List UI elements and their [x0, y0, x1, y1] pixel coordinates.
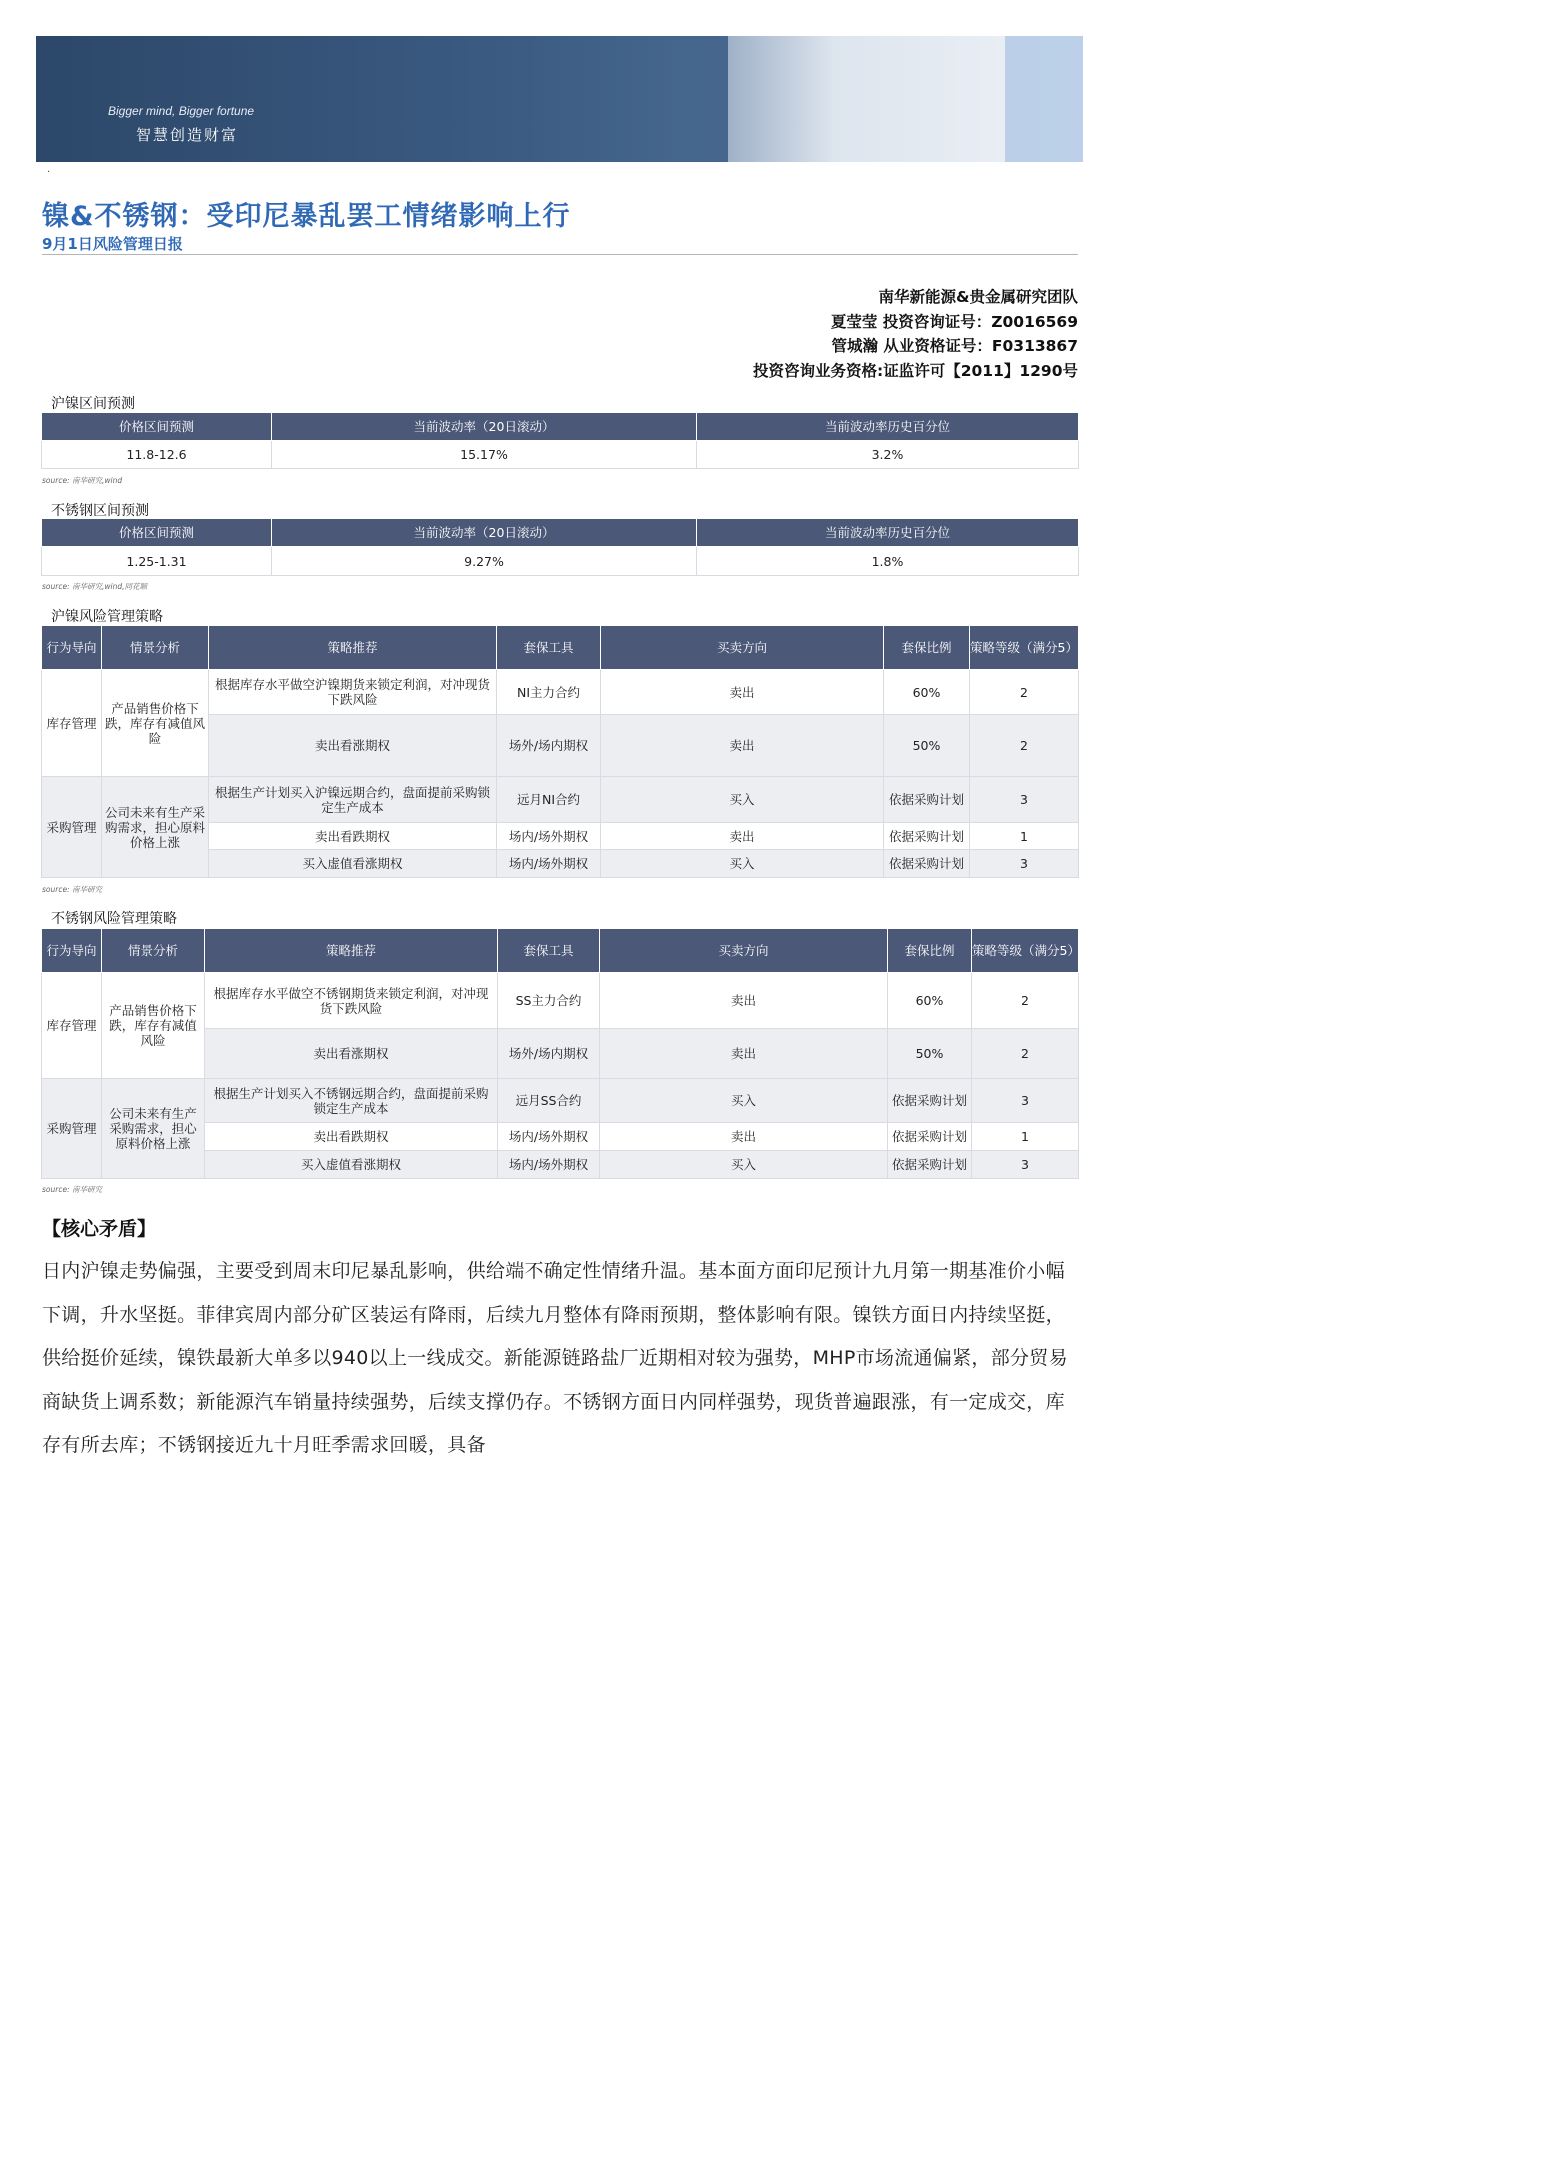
direction-cell: 卖出 — [600, 1123, 888, 1151]
tool-cell: 远月SS合约 — [498, 1079, 600, 1123]
author-block — [753, 285, 1078, 383]
table-header: 当前波动率（20日滚动） — [272, 413, 697, 441]
table-cell: 3.2% — [697, 441, 1079, 469]
level-cell: 2 — [970, 715, 1079, 777]
table-cell: 11.8-12.6 — [42, 441, 272, 469]
ni-strategy-heading: 沪镍风险管理策略 — [51, 609, 163, 625]
table-header: 行为导向 — [42, 929, 102, 973]
title-divider — [42, 254, 1078, 255]
tool-cell: 场内/场外期权 — [497, 850, 601, 878]
ratio-cell: 60% — [884, 670, 970, 715]
behavior-cell: 库存管理 — [42, 973, 102, 1079]
scenario-cell: 产品销售价格下跌，库存有减值风险 — [102, 670, 209, 777]
level-cell: 3 — [970, 777, 1079, 823]
strategy-cell: 根据库存水平做空沪镍期货来锁定利润，对冲现货下跌风险 — [209, 670, 497, 715]
direction-cell: 卖出 — [600, 973, 888, 1029]
table-header: 当前波动率历史百分位 — [697, 519, 1079, 547]
table-header: 套保工具 — [497, 626, 601, 670]
table-cell: 15.17% — [272, 441, 697, 469]
table-cell: 1.25-1.31 — [42, 547, 272, 576]
ss-strategy-source: source: 南华研究 — [42, 1185, 102, 1194]
table-cell: 9.27% — [272, 547, 697, 576]
banner-edge — [1005, 36, 1083, 162]
direction-cell: 买入 — [600, 1151, 888, 1179]
direction-cell: 买入 — [600, 1079, 888, 1123]
strategy-cell: 买入虚值看涨期权 — [209, 850, 497, 878]
slogan-en: Bigger mind, Bigger fortune — [108, 104, 255, 118]
table-row — [42, 670, 1079, 715]
author-1: 夏莹莹 投资咨询证号：Z0016569 — [830, 312, 1078, 331]
scenario-cell: 产品销售价格下跌，库存有减值风险 — [102, 973, 205, 1079]
table-header: 套保比例 — [888, 929, 972, 973]
ss-strategy-heading: 不锈钢风险管理策略 — [51, 911, 177, 927]
ratio-cell: 依据采购计划 — [888, 1123, 972, 1151]
core-heading: 【核心矛盾】 — [42, 1218, 157, 1240]
direction-cell: 卖出 — [601, 823, 884, 850]
ss-range-heading: 不锈钢区间预测 — [51, 503, 149, 519]
table-header: 行为导向 — [42, 626, 102, 670]
ratio-cell: 依据采购计划 — [888, 1079, 972, 1123]
direction-cell: 买入 — [601, 850, 884, 878]
table-header: 套保工具 — [498, 929, 600, 973]
behavior-cell: 采购管理 — [42, 777, 102, 878]
table-header: 情景分析 — [102, 626, 209, 670]
direction-cell: 卖出 — [601, 670, 884, 715]
author-2: 管城瀚 从业资格证号：F0313867 — [831, 337, 1078, 355]
table-header: 当前波动率历史百分位 — [697, 413, 1079, 441]
ni-range-source: source: 南华研究,wind — [42, 476, 123, 485]
tool-cell: SS主力合约 — [498, 973, 600, 1029]
ratio-cell: 依据采购计划 — [888, 1151, 972, 1179]
tool-cell: 场外/场内期权 — [498, 1029, 600, 1079]
table-header: 策略等级（满分5） — [972, 929, 1079, 973]
level-cell: 1 — [972, 1123, 1079, 1151]
strategy-cell: 根据生产计划买入不锈钢远期合约，盘面提前采购锁定生产成本 — [205, 1079, 498, 1123]
table-row — [42, 777, 1079, 823]
research-team: 南华新能源&贵金属研究团队 — [878, 288, 1078, 306]
ni-range-heading: 沪镍区间预测 — [51, 396, 135, 412]
tool-cell: 场内/场外期权 — [498, 1123, 600, 1151]
level-cell: 1 — [970, 823, 1079, 850]
report-subtitle: 9月1日风险管理日报 — [42, 235, 183, 253]
banner-logo-panel — [728, 36, 1083, 162]
tool-cell: 场内/场外期权 — [498, 1151, 600, 1179]
ratio-cell: 50% — [888, 1029, 972, 1079]
strategy-cell: 卖出看涨期权 — [209, 715, 497, 777]
strategy-cell: 卖出看跌期权 — [209, 823, 497, 850]
strategy-cell: 卖出看涨期权 — [205, 1029, 498, 1079]
ratio-cell: 60% — [888, 973, 972, 1029]
ratio-cell: 依据采购计划 — [884, 850, 970, 878]
ss-strategy-table — [41, 928, 1079, 1179]
ss-range-source: source: 南华研究,wind,同花顺 — [42, 582, 147, 591]
scenario-cell: 公司未来有生产采购需求，担心原料价格上涨 — [102, 1079, 205, 1179]
license-info: 投资咨询业务资格:证监许可【2011】1290号 — [753, 361, 1078, 380]
tool-cell: 场内/场外期权 — [497, 823, 601, 850]
tool-cell: 场外/场内期权 — [497, 715, 601, 777]
slogan-cn: 智慧创造财富 — [136, 126, 239, 144]
table-row — [42, 973, 1079, 1029]
level-cell: 2 — [972, 973, 1079, 1029]
table-header: 买卖方向 — [600, 929, 888, 973]
strategy-cell: 根据库存水平做空不锈钢期货来锁定利润，对冲现货下跌风险 — [205, 973, 498, 1029]
table-header: 策略推荐 — [205, 929, 498, 973]
ratio-cell: 50% — [884, 715, 970, 777]
direction-cell: 卖出 — [601, 715, 884, 777]
level-cell: 3 — [972, 1151, 1079, 1179]
table-header: 策略推荐 — [209, 626, 497, 670]
stray-dot: . — [47, 164, 51, 175]
table-header: 买卖方向 — [601, 626, 884, 670]
ni-strategy-table — [41, 625, 1079, 878]
core-paragraph: 日内沪镍走势偏强，主要受到周末印尼暴乱影响，供给端不确定性情绪升温。基本面方面印尼预计九月第一期基准价小幅下调，升水坚挺。菲律宾周内部分矿区装运有降雨，后续九月整体有降雨预期，整体影响有限。镍铁方面日内持续坚挺，供给挺价延续，镍铁最新大单多以940以上一线成交。新能源链路盐厂近期相对较为强势，MHP市场流通偏紧，部分贸易商缺货上调系数；新能源汽车销量持续强势，后续支撑仍存。不锈钢方面日内同样强势，现货普遍跟涨，有一定成交，库存有所去库；不锈钢接近九十月旺季需求回暖，具备 — [42, 1260, 1068, 1456]
table-header: 价格区间预测 — [42, 413, 272, 441]
strategy-cell: 根据生产计划买入沪镍远期合约，盘面提前采购锁定生产成本 — [209, 777, 497, 823]
behavior-cell: 采购管理 — [42, 1079, 102, 1179]
table-header: 当前波动率（20日滚动） — [272, 519, 697, 547]
ss-range-table — [41, 518, 1079, 576]
tool-cell: 远月NI合约 — [497, 777, 601, 823]
level-cell: 2 — [972, 1029, 1079, 1079]
direction-cell: 买入 — [601, 777, 884, 823]
table-header: 情景分析 — [102, 929, 205, 973]
table-row — [42, 441, 1079, 469]
strategy-cell: 买入虚值看涨期权 — [205, 1151, 498, 1179]
report-title: 镍&不锈钢：受印尼暴乱罢工情绪影响上行 — [42, 201, 571, 232]
level-cell: 2 — [970, 670, 1079, 715]
table-row — [42, 1079, 1079, 1123]
level-cell: 3 — [970, 850, 1079, 878]
direction-cell: 卖出 — [600, 1029, 888, 1079]
header-banner — [36, 36, 1083, 162]
table-row — [42, 547, 1079, 576]
ni-strategy-source: source: 南华研究 — [42, 885, 102, 894]
table-header: 策略等级（满分5） — [970, 626, 1079, 670]
table-header: 套保比例 — [884, 626, 970, 670]
strategy-cell: 卖出看跌期权 — [205, 1123, 498, 1151]
table-header: 价格区间预测 — [42, 519, 272, 547]
ni-range-table — [41, 412, 1079, 469]
tool-cell: NI主力合约 — [497, 670, 601, 715]
table-cell: 1.8% — [697, 547, 1079, 576]
ratio-cell: 依据采购计划 — [884, 777, 970, 823]
scenario-cell: 公司未来有生产采购需求，担心原料价格上涨 — [102, 777, 209, 878]
behavior-cell: 库存管理 — [42, 670, 102, 777]
ratio-cell: 依据采购计划 — [884, 823, 970, 850]
level-cell: 3 — [972, 1079, 1079, 1123]
